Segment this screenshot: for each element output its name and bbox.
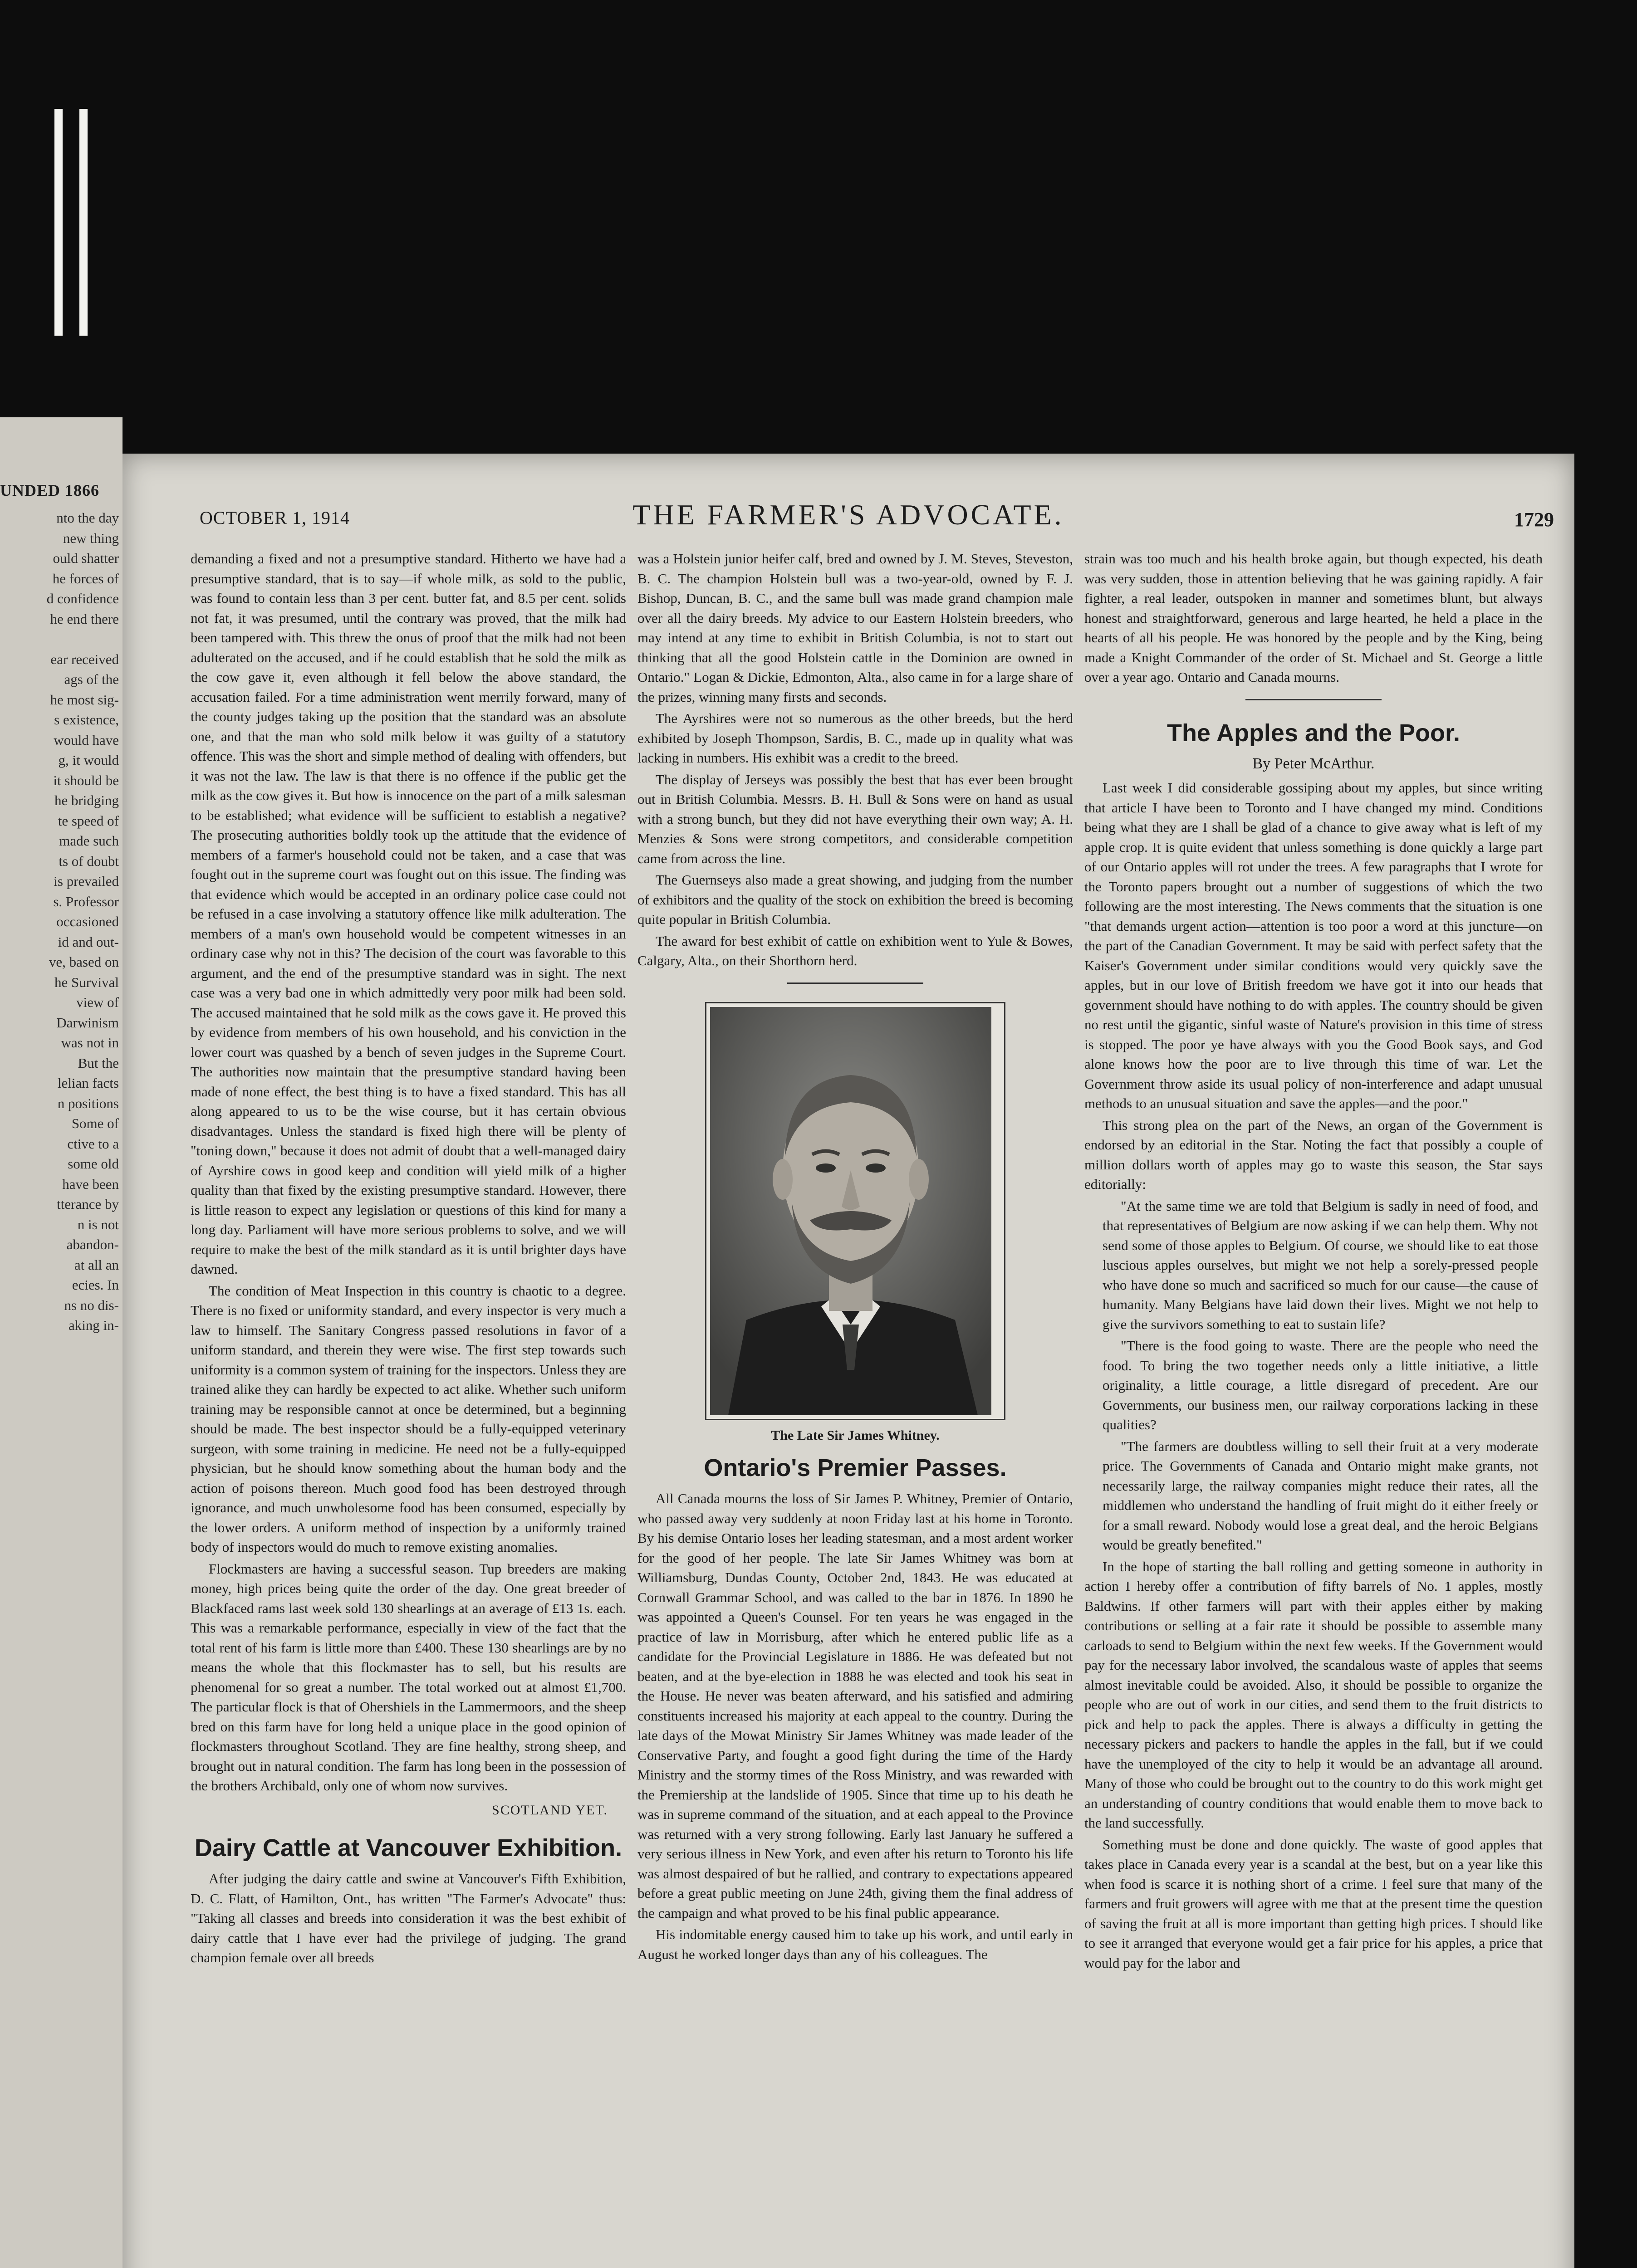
apples-headline: The Apples and the Poor.: [1166, 719, 1461, 747]
dairy-cattle-headline: Dairy Cattle at Vancouver Exhibition.: [194, 1834, 622, 1862]
binding-mark: [54, 109, 63, 336]
section-rule: [1245, 699, 1382, 700]
left-page-header: UNDED 1866: [0, 481, 100, 499]
left-page-line: abandon-: [66, 1237, 119, 1252]
newspaper-page: [123, 454, 1574, 2268]
portrait-frame: [705, 1002, 1005, 1420]
left-page-line: Darwinism: [56, 1014, 119, 1031]
left-page-line: he Survival: [54, 974, 119, 990]
left-page-line: he end there: [50, 611, 119, 627]
article-paragraph: In the hope of starting the ball rolling and getting someone in authority in action I hereby offer a contribution of fifty barrels of No. 1 apples, mostly Baldwins. If other farmers will part with their apples either by making contributions or selling at a fair rate it should be possible to assemble many carloads to send to Belgium within the next few weeks. If the Government would pay for the necessary labor involved, the scandalous waste of apples that seems almost inevitable could be avoided. Also, it should be possible to organize the people who are out of work in our cities, and send them to the fruit districts to pick and help to pack the apples. There is always a difficulty in getting the necessary pickers and packers to handle the apples in the fall, but if we could have the unemployed of the city to help it would be an advantage all around. Many of those who could be brought out to the country to do this work might get an understanding of country conditions that would enable them to move back to the land successfully.: [1084, 1558, 1543, 1831]
quoted-paragraph: "The farmers are doubtless willing to sell their fruit at a very moderate price. The Governments of Canada and Ontario might make grants, not necessarily large, the railway companies might reduce their rates, all the middlemen who understand the handling of fruit might do it either freely or for a small reward. Nobody would lose a great deal, and the heroic Belgians would be greatly benefited.": [1103, 1438, 1538, 1553]
left-page-line: ecies. In: [72, 1277, 119, 1293]
column-3: [1084, 549, 1543, 1975]
left-page-line: some old: [68, 1156, 119, 1172]
left-page-line: Some of: [71, 1115, 119, 1131]
left-page-line: made such: [59, 833, 119, 849]
left-page-line: he bridging: [54, 792, 119, 808]
left-page-line: tterance by: [57, 1196, 119, 1212]
left-page-line: occasioned: [56, 914, 119, 929]
left-page-line: [0, 629, 119, 650]
left-page-line: was not in: [61, 1035, 119, 1051]
left-page-line: have been: [62, 1176, 119, 1192]
article-paragraph: His indomitable energy caused him to take up his work, and until early in August he worked longer days than any of his colleagues. The: [637, 1926, 1073, 1962]
page-header: [123, 454, 1574, 544]
article-paragraph: All Canada mourns the loss of Sir James P. Whitney, Premier of Ontario, who passed away very suddenly at noon Friday last at his home in Toronto. By his demise Ontario loses her leading statesman, and a most ardent worker for the good of her people. The late Sir James Whitney was born at Williamsburg, Dundas County, October 2nd, 1843. He was educated at Cornwall Grammar School, and was called to the bar in 1876. In 1890 he was appointed a Queen's Counsel. For ten years he was engaged in the practice of law in Morrisburg, after which he entered public life as a candidate for the Provincial Legislature in 1886. He was defeated but not beaten, and at the bye-election in 1888 he was elected and took his seat in the House. He never was beaten afterward, and his satisfied and admiring constituents increased his majority at each appeal to the country. During the late days of the Mowat Ministry Sir James Whitney was made leader of the Conservative Party, and fought a good fight during the time of the Hardy Ministry and the stormy times of the Ross Ministry, and was rewarded with the Premiership at the landslide of 1905. Since that time up to his death he was in supreme command of the situation, and at each appeal to the Province was returned with a very strong following. Early last January he suffered a very serious illness in New York, and even after his return to Toronto his life was almost despaired of but he rallied, and contrary to expectations appeared before a great public meeting on June 24th, giving them the final address of the campaign and what proved to be his final public appearance.: [637, 1491, 1073, 1921]
article-paragraph: After judging the dairy cattle and swine at Vancouver's Fifth Exhibition, D. C. Flatt, of Hamilton, Ont., has written "The Farmer's Advocate" thus: "Taking all classes and breeds into consideration it was the best exhibit of dairy cattle that I have ever had the privilege of judging. The grand champion female over all breeds: [191, 1871, 626, 1965]
left-page-line: te speed of: [58, 812, 119, 829]
masthead-title: THE FARMER'S ADVOCATE.: [632, 499, 1064, 531]
left-page-line: ctive to a: [67, 1135, 119, 1152]
article-paragraph: Flockmasters are having a successful season. Tup breeders are making money, high prices being quite the order of the day. One great breeder of Blackfaced rams last week sold 130 shearlings at an average of £13 1s. each. This was a remarkable performance, especially in view of the fact that the total rent of his farm is little more than £400. These 130 shearlings are by no means the whole that this flockmaster has to sell, but his results are phenomenal for so great a number. The total worked out at almost £1,700. The particular flock is that of Ohershiels in the Lammermoors, and the sheep bred on this farm have for long held a unique place in the good opinion of flockmasters throughout Scotland. They are fine healthy, strong sheep, and brought out in natural condition. The farm has long been in the possession of the brothers Archibald, only one of whom now survives.: [191, 1560, 626, 1794]
article-paragraph: This strong plea on the part of the News, an organ of the Government is endorsed by an editorial in the Star. Noting the fact that possibly a couple of million dollars worth of apples may go to waste this season, the Star says editorially:: [1084, 1117, 1543, 1192]
issue-date: OCTOBER 1, 1914: [200, 508, 350, 528]
article-paragraph: The award for best exhibit of cattle on exhibition went to Yule & Bowes, Calgary, Alta., on their Shorthorn herd.: [637, 933, 1073, 968]
whitney-headline: Ontario's Premier Passes.: [704, 1454, 1007, 1481]
left-page-line: would have: [54, 732, 119, 748]
photo-caption: The Late Sir James Whitney.: [771, 1427, 940, 1443]
left-page-line: d confidence: [46, 591, 119, 606]
left-page-line: ags of the: [64, 671, 119, 687]
left-page-line: ould shatter: [53, 550, 119, 566]
left-page-line: aking in-: [68, 1317, 119, 1333]
left-page-line: nto the day: [56, 510, 119, 526]
article-paragraph: The condition of Meat Inspection in this country is chaotic to a degree. There is no fixed or uniformity standard, and every inspector is very much a law to himself. The Sanitary Congress passed resolutions in favor of a uniform standard, and therein they were wise. The first step towards such uniformity is a common system of training for the inspectors. Unless they are trained alike they can hardly be expected to act alike. Whether such uniform training may be responsible cannot at once be determined, but a beginning should be made. The best inspector should be a fully-equipped veterinary surgeon, with some training in medicine. He need not be a fully-equipped physician, but he should know something about the human body and the action of poisons thereon. Much good food has been destroyed through ignorance, and much unwholesome food has been consumed, especially by the lower orders. A uniform method of inspection by a uniformly trained body of inspectors would do much to remove existing anomalies.: [191, 1282, 626, 1555]
article-paragraph: The Ayrshires were not so numerous as the other breeds, but the herd exhibited by Joseph Thompson, Sardis, B. C., made up in quality what was lacking in numbers. His exhibit was a credit to the breed.: [637, 710, 1073, 766]
article-paragraph: Something must be done and done quickly. The waste of good apples that takes place in Canada every year is a scandal at the best, but on a year like this when food is scarce it is nothing short of a crime. I feel sure that many of the farmers and fruit growers will agree with me that at the present time the question of saving the fruit at all is more important than getting high prices. I should like to see it arranged that everyone would get a fair price for his apples, a price that would pay for the labor and: [1084, 1836, 1543, 1971]
left-page-line: n positions: [57, 1095, 119, 1111]
left-page-line: ts of doubt: [59, 853, 119, 869]
quoted-paragraph: "There is the food going to waste. There are the people who need the food. To bring the two together needs only a little initiative, a little originality, a little courage, a little disregard of precedent. Are our Governments, our business men, our railway corporations lacking in these qualities?: [1103, 1338, 1538, 1432]
article-byline: By Peter McArthur.: [1252, 755, 1375, 772]
column-2: [637, 549, 1073, 1966]
left-page-line: ear received: [50, 651, 119, 667]
left-page-line: But the: [78, 1055, 119, 1071]
left-page-edge: [0, 417, 123, 2268]
article-paragraph: Last week I did considerable gossiping about my apples, but since writing that article I have been to Toronto and I have changed my mind. Conditions being what they are I shall be glad of a chance to give away what is left of my apple crop. It is quite evident that unless something is done quickly a large part of our Ontario apples will rot under the trees. A few paragraphs that I wrote for the Toronto papers brought out a number of suggestions of which the two following are the most interesting. The News comments that the situation is one "that demands urgent action—attention is too poor a word at this juncture—on the part of the Canadian Government. It may be said with perfect safety that the Kaiser's Government under similar conditions would very quickly save the apples, but in our love of British freedom we have got it into our heads that government should have nothing to do with apples. The country should be given no rest until the gigantic, sinful waste of Nature's provision in this time of stress is stopped. The poor ye have always with you the Good Book says, and God alone knows how the poor are to live through this time of war. Let the Government throw aside its usual policy of non-interference and adapt unusual methods to an unusual situation and save the apples—and the poor.": [1084, 780, 1543, 1111]
left-page-line: lelian facts: [57, 1075, 119, 1091]
page-number: 1729: [1514, 508, 1554, 531]
left-page-line: id and out-: [58, 934, 119, 950]
left-page-line: he forces of: [52, 570, 119, 587]
article-signature: SCOTLAND YET.: [492, 1802, 608, 1818]
left-page-line: new thing: [63, 530, 119, 546]
left-page-line: g, it would: [58, 752, 119, 768]
article-paragraph: The display of Jerseys was possibly the best that has ever been brought out in British Columbia. Messrs. B. H. Bull & Sons were on hand as usual with a strong bunch, but they did not have everything their own way; A. H. Menzies & Sons were strong competitors, and considerable competition came from across the line.: [637, 771, 1073, 866]
left-page-line: ns no dis-: [64, 1297, 119, 1313]
article-paragraph: was a Holstein junior heifer calf, bred and owned by J. M. Steves, Steveston, B. C. The champion Holstein bull was a two-year-old, owned by F. J. Bishop, Duncan, B. C., and the same bull was made grand champion male over all the dairy breeds. My advice to our Eastern Holstein breeders, who may intend at any time to exhibit in British Columbia, is not to start out thinking that all the good Holstein cattle in the Dominion are owned in Ontario." Logan & Dickie, Edmonton, Alta., also came in for a large share of the prizes, winning many firsts and seconds.: [637, 551, 1073, 705]
left-page-line: it should be: [53, 772, 119, 788]
left-page-line: view of: [76, 994, 119, 1010]
article-paragraph: demanding a fixed and not a presumptive standard. Hitherto we have had a presumptive standard, that is to say—if whole milk, as sold to the public, was found to contain less than 3 per cent. butter fat, and 8.5 per cent. solids not fat, it was presumed, until the contrary was proved, that the milk had been tampered with. This threw the onus of proof that the milk had not been adulterated on the accused, and if he could establish that he sold the milk as the cow gave it, even although it fell below the above standard, the accusation failed. For a time administration went merrily forward, many of the county judges taking up the position that the standard was an absolute one, and that the man who sold milk below it was guilty of a statutory offence. This was the short and simple method of dealing with offenders, but it was not the law. The law is that there is no offence if the public get the milk as the cow gives it. But how is innocence on the part of a milk salesman to be established; what evidence will be sufficient to establish a negative? The prosecuting authorities boldly took up the attitude that the evidence of members of a farmer's household could not be taken, and a case that was fought out in the supreme court was fought out on this issue. The finding was that evidence which would be accepted in an ordinary police case could not be refused in a case involving a statutory offence like milk adulteration. The members of a man's own household would be competent witnesses in an ordinary case why not in this? The decision of the court was favorable to this argument, and the end of the presumptive standard was in sight. The next case was a very bad one in which admittedly very poor milk had been sold. The accused maintained that he sold milk as the cows gave it. He proved this by evidence from members of his own household, and his conviction in the lower court was quashed by a bench of seven judges in the Supreme Court. The authorities now maintain that the presumptive standard having been made of none effect, the best thing is to have a fixed standard. This has all along appeared to us to be the wise course, but it has certain obvious disadvantages. Unless the standard is fixed high there will be plenty of "toning down," because it does not admit of doubt that a well-managed dairy of Ayrshire cows in good keep and condition will yield milk of a higher quality than that fixed by the existing presumptive standard. However, there is little reason to expect any legislation or questions of this kind for many a long day. Parliament will have more serious problems to solve, and we will require to make the best of the milk standard as it is until brighter days have dawned.: [191, 551, 626, 1277]
left-page-line: is prevailed: [54, 873, 119, 889]
column-1: [191, 549, 626, 1970]
article-paragraph: strain was too much and his health broke again, but though expected, his death was very sudden, those in attention believing that he was gaining rapidly. A fair fighter, a real leader, outspoken in manner and sometimes blunt, but always honest and straightforward, generous and large hearted, he held a place in the hearts of all his people. He was honored by the people and by the King, being made a Knight Commander of the order of St. Michael and St. George a little over a year ago. Ontario and Canada mourns.: [1084, 551, 1543, 685]
portrait-photo: [710, 1007, 991, 1415]
binding-mark: [79, 109, 88, 336]
left-page-line: he most sig-: [50, 691, 119, 708]
left-page-line: s. Professor: [53, 893, 119, 909]
left-page-line: ve, based on: [49, 954, 119, 970]
left-page-line: n is not: [77, 1216, 119, 1232]
section-rule: [787, 982, 923, 984]
left-page-fragment-text: [0, 508, 123, 1336]
left-page-line: s existence,: [54, 712, 119, 728]
left-page-line: at all an: [74, 1256, 119, 1273]
quoted-paragraph: "At the same time we are told that Belgium is sadly in need of food, and that representatives of Belgium are now asking if we can help them. Why not send some of those apples to Belgium. Of course, we should like to eat those luscious apples ourselves, but might we not help a sorely-pressed people who have done so much and sacrificed so much for our cause—the cause of humanity. Many Belgians have laid down their lives. Might we not help to give the survivors something to eat to sustain life?: [1103, 1198, 1538, 1332]
article-paragraph: The Guernseys also made a great showing, and judging from the number of exhibitors and the quality of the stock on exhibition the breed is becoming quite popular in British Columbia.: [637, 872, 1073, 927]
